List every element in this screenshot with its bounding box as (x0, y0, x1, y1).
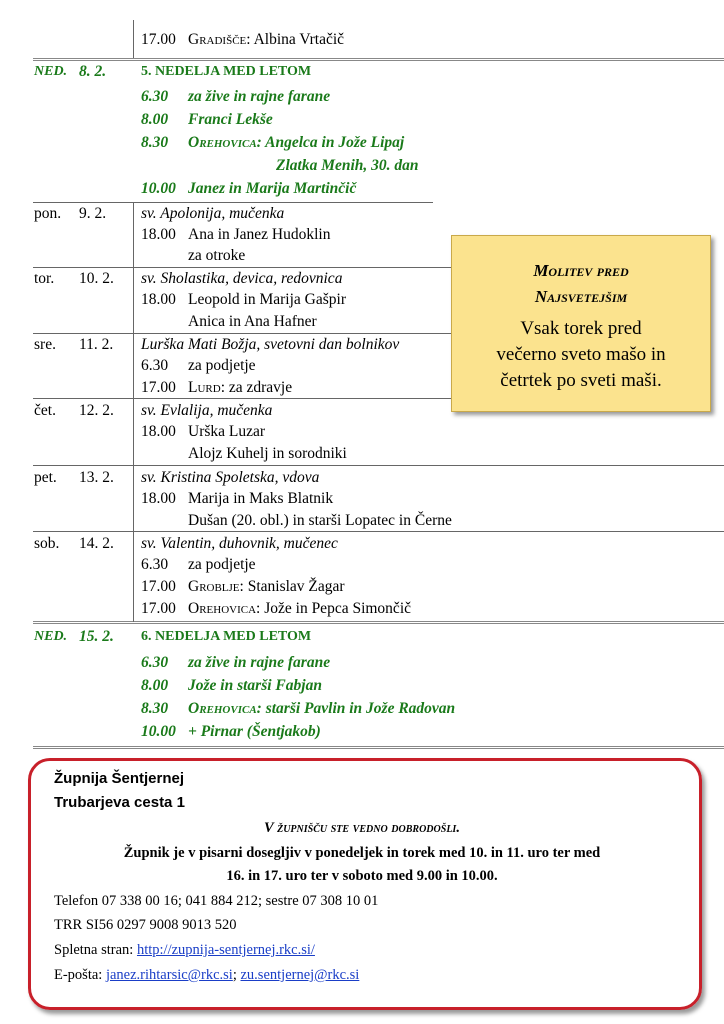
column-divider (133, 202, 134, 622)
email-link[interactable]: zu.sentjernej@rkc.si (240, 967, 360, 983)
phone-numbers: Telefon 07 338 00 16; 041 884 212; sestre 07 308 10 01 (54, 893, 379, 909)
office-hours: 16. in 17. uro ter v soboto med 9.00 in 10.00. (226, 868, 498, 884)
notice-body: Vsak torek pred večerno sveto mašo in četrtek po sveti maši. (496, 318, 666, 391)
adoration-notice (451, 235, 711, 412)
email-link[interactable]: janez.rihtarsic@rkc.si (105, 967, 233, 983)
separator (33, 58, 724, 61)
column-divider (133, 20, 134, 58)
welcome-text: V župnišču ste vedno dobrodošli. (264, 820, 460, 836)
notice-title: Molitev pred (533, 261, 629, 280)
email-line: E-pošta: janez.rihtarsic@rkc.si; zu.sentjernej@rkc.si (54, 967, 360, 983)
bank-account: TRR SI56 0297 9008 9013 520 (54, 917, 237, 933)
parish-address: Trubarjeva cesta 1 (54, 794, 185, 811)
separator (33, 746, 724, 749)
website-line: Spletna stran: http://zupnija-sentjernej.rkc.si/ (54, 942, 315, 958)
parish-name: Župnija Šentjernej (54, 770, 185, 787)
office-hours: Župnik je v pisarni dosegljiv v ponedeljek in torek med 10. in 11. uro ter med (123, 845, 601, 861)
notice-title: Najsvetejšim (534, 287, 628, 306)
separator (33, 465, 724, 466)
website-link[interactable]: http://zupnija-sentjernej.rkc.si/ (136, 942, 315, 958)
bulletin-page: 17.00 Gradišče: Albina Vrtačič NED. 8. 2. 5. NEDELJA MED LETOM 6.30 za žive in rajne farane 8.00 Franci Lekše 8.30 Orehovica: Angelca in Jože Lipaj Zlatka Menih, 30. dan 10.00 Janez in Marija Martinčič pon. 9. 2. sv. Apolonija, mučenka 18.00 Ana in Janez Hudoklin za otroke tor. 10. 2. sv. Sholastika, devica, redovnica 18.00 Leopold in Marija Gašpir Anica in Ana Hafner sre. 11. 2. Lurška Mati Božja, svetovni dan bolnikov 6.30 za podjetje 17.00 Lurd: za zdravje čet. 12. 2. sv. Evlalija, mučenka 18.00 Urška Luzar Alojz Kuhelj in sorodniki pet. 13. 2. sv. Kristina Spoletska, vdova 18.00 Marija in Maks Blatnik Dušan (20. obl.) in starši Lopatec in Černe sob. 14. 2. sv. Valentin, duhovnik, mučenec 6.30 za podjetje 17.00 Groblje: Stanislav Žagar 17.00 Orehovica: Jože in Pepca Simončič NED. 15. 2. 6. NEDELJA MED LETOM 6.30 za žive in rajne farane 8.00 Jože in starši Fabjan 8.30 Orehovica: starši Pavlin in Jože Radovan 10.00 + Pirnar (Šentjakob) Molitev pred Najsvetejšim Vsak torek pred večerno sveto mašo in četrtek po sveti maši. Župnija Šentjernej Trubarjeva cesta 1 V župnišču ste vedno dobrodošli. Župnik je v pisarni dosegljiv v ponedeljek in torek med 10. in 11. uro ter med 16. in 17. uro ter v soboto med 9.00 in 10.00. Telefon 07 338 00 16; 041 884 212; sestre 07 308 10 01 TRR SI56 0297 9008 9013 520 Spletna stran: http://zupnija-sentjernej.rkc.si/ E-pošta: janez.rihtarsic@rkc.si; zu.sentjernej@rkc.si (0, 0, 724, 1024)
separator (33, 621, 724, 624)
